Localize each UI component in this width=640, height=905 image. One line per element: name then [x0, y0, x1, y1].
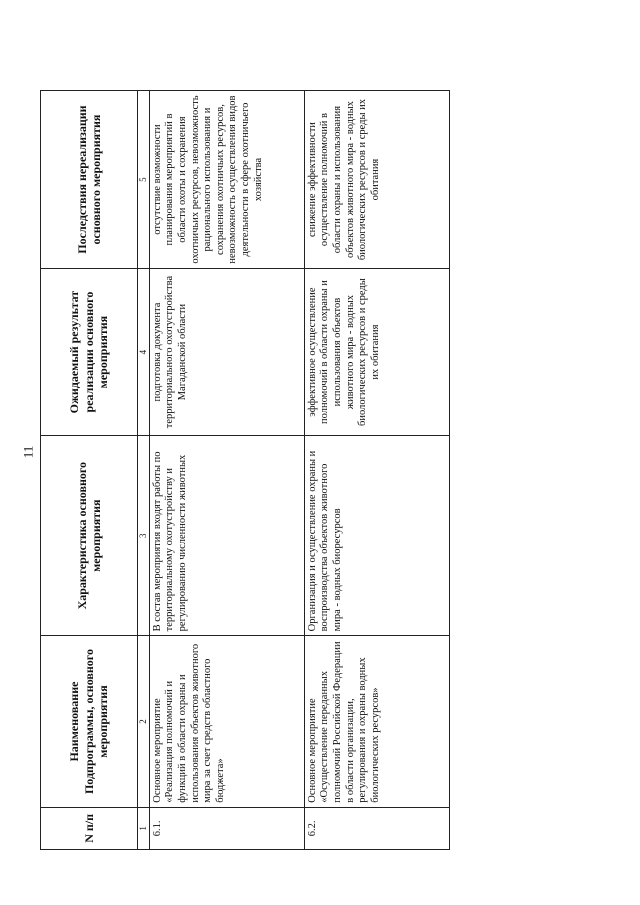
column-number: 5 [138, 91, 150, 269]
measure-consequence: снижение эффективности осуществление полномочий в области охраны и использования объектов животного мира - водных биологических ресурсов и среды их обитания [304, 91, 449, 269]
column-number: 4 [138, 269, 150, 436]
table-row [304, 91, 449, 850]
header-characteristic: Характеристика основного мероприятия [41, 436, 138, 636]
table-header-row [41, 91, 138, 850]
measure-result: подготовка документа территориального охотустройства Магаданской области [149, 269, 304, 436]
column-number-row [138, 91, 150, 850]
header-result: Ожидаемый результат реализации основного мероприятия [41, 269, 138, 436]
table-row [149, 91, 304, 850]
measure-consequence: отсутствие возможности планирования мероприятий в области охоты и сохранения охотничьих ресурсов, невозможность рационального использования и сохранения охотничьих ресурсов, невозможность осуществления видов деятельности в сфере охотничьего хозяйства [149, 91, 304, 269]
header-consequence: Последствия нереализации основного мероприятия [41, 91, 138, 269]
measure-characteristic: Организация и осуществление охраны и воспроизводства объектов животного мира - водных биоресурсов [304, 436, 449, 636]
measure-characteristic: В состав мероприятия входят работы по территориальному охотустройству и регулированию численности животных [149, 436, 304, 636]
header-name: Наименование Подпрограммы, основного мероприятия [41, 636, 138, 807]
page-number: 11 [20, 445, 36, 459]
header-n: N п/п [41, 807, 138, 849]
row-number: 6.1. [149, 807, 304, 849]
measure-result: эффективное осуществление полномочий в области охраны и использования объектов животного мира - водных биологических ресурсов и среды их обитания [304, 269, 449, 436]
measure-name: Основное мероприятие «Реализация полномочий и функций в области охраны и использования объектов животного мира за счет средств областного бюджета» [149, 636, 304, 807]
landscape-sheet [40, 90, 437, 850]
measure-name: Основное мероприятие «Осуществление переданных полномочий Российской Федерации в области организации, регулирования и охраны водных биологических ресурсов» [304, 636, 449, 807]
row-number: 6.2. [304, 807, 449, 849]
measures-table [40, 90, 450, 850]
column-number: 1 [138, 807, 150, 849]
column-number: 3 [138, 436, 150, 636]
column-number: 2 [138, 636, 150, 807]
